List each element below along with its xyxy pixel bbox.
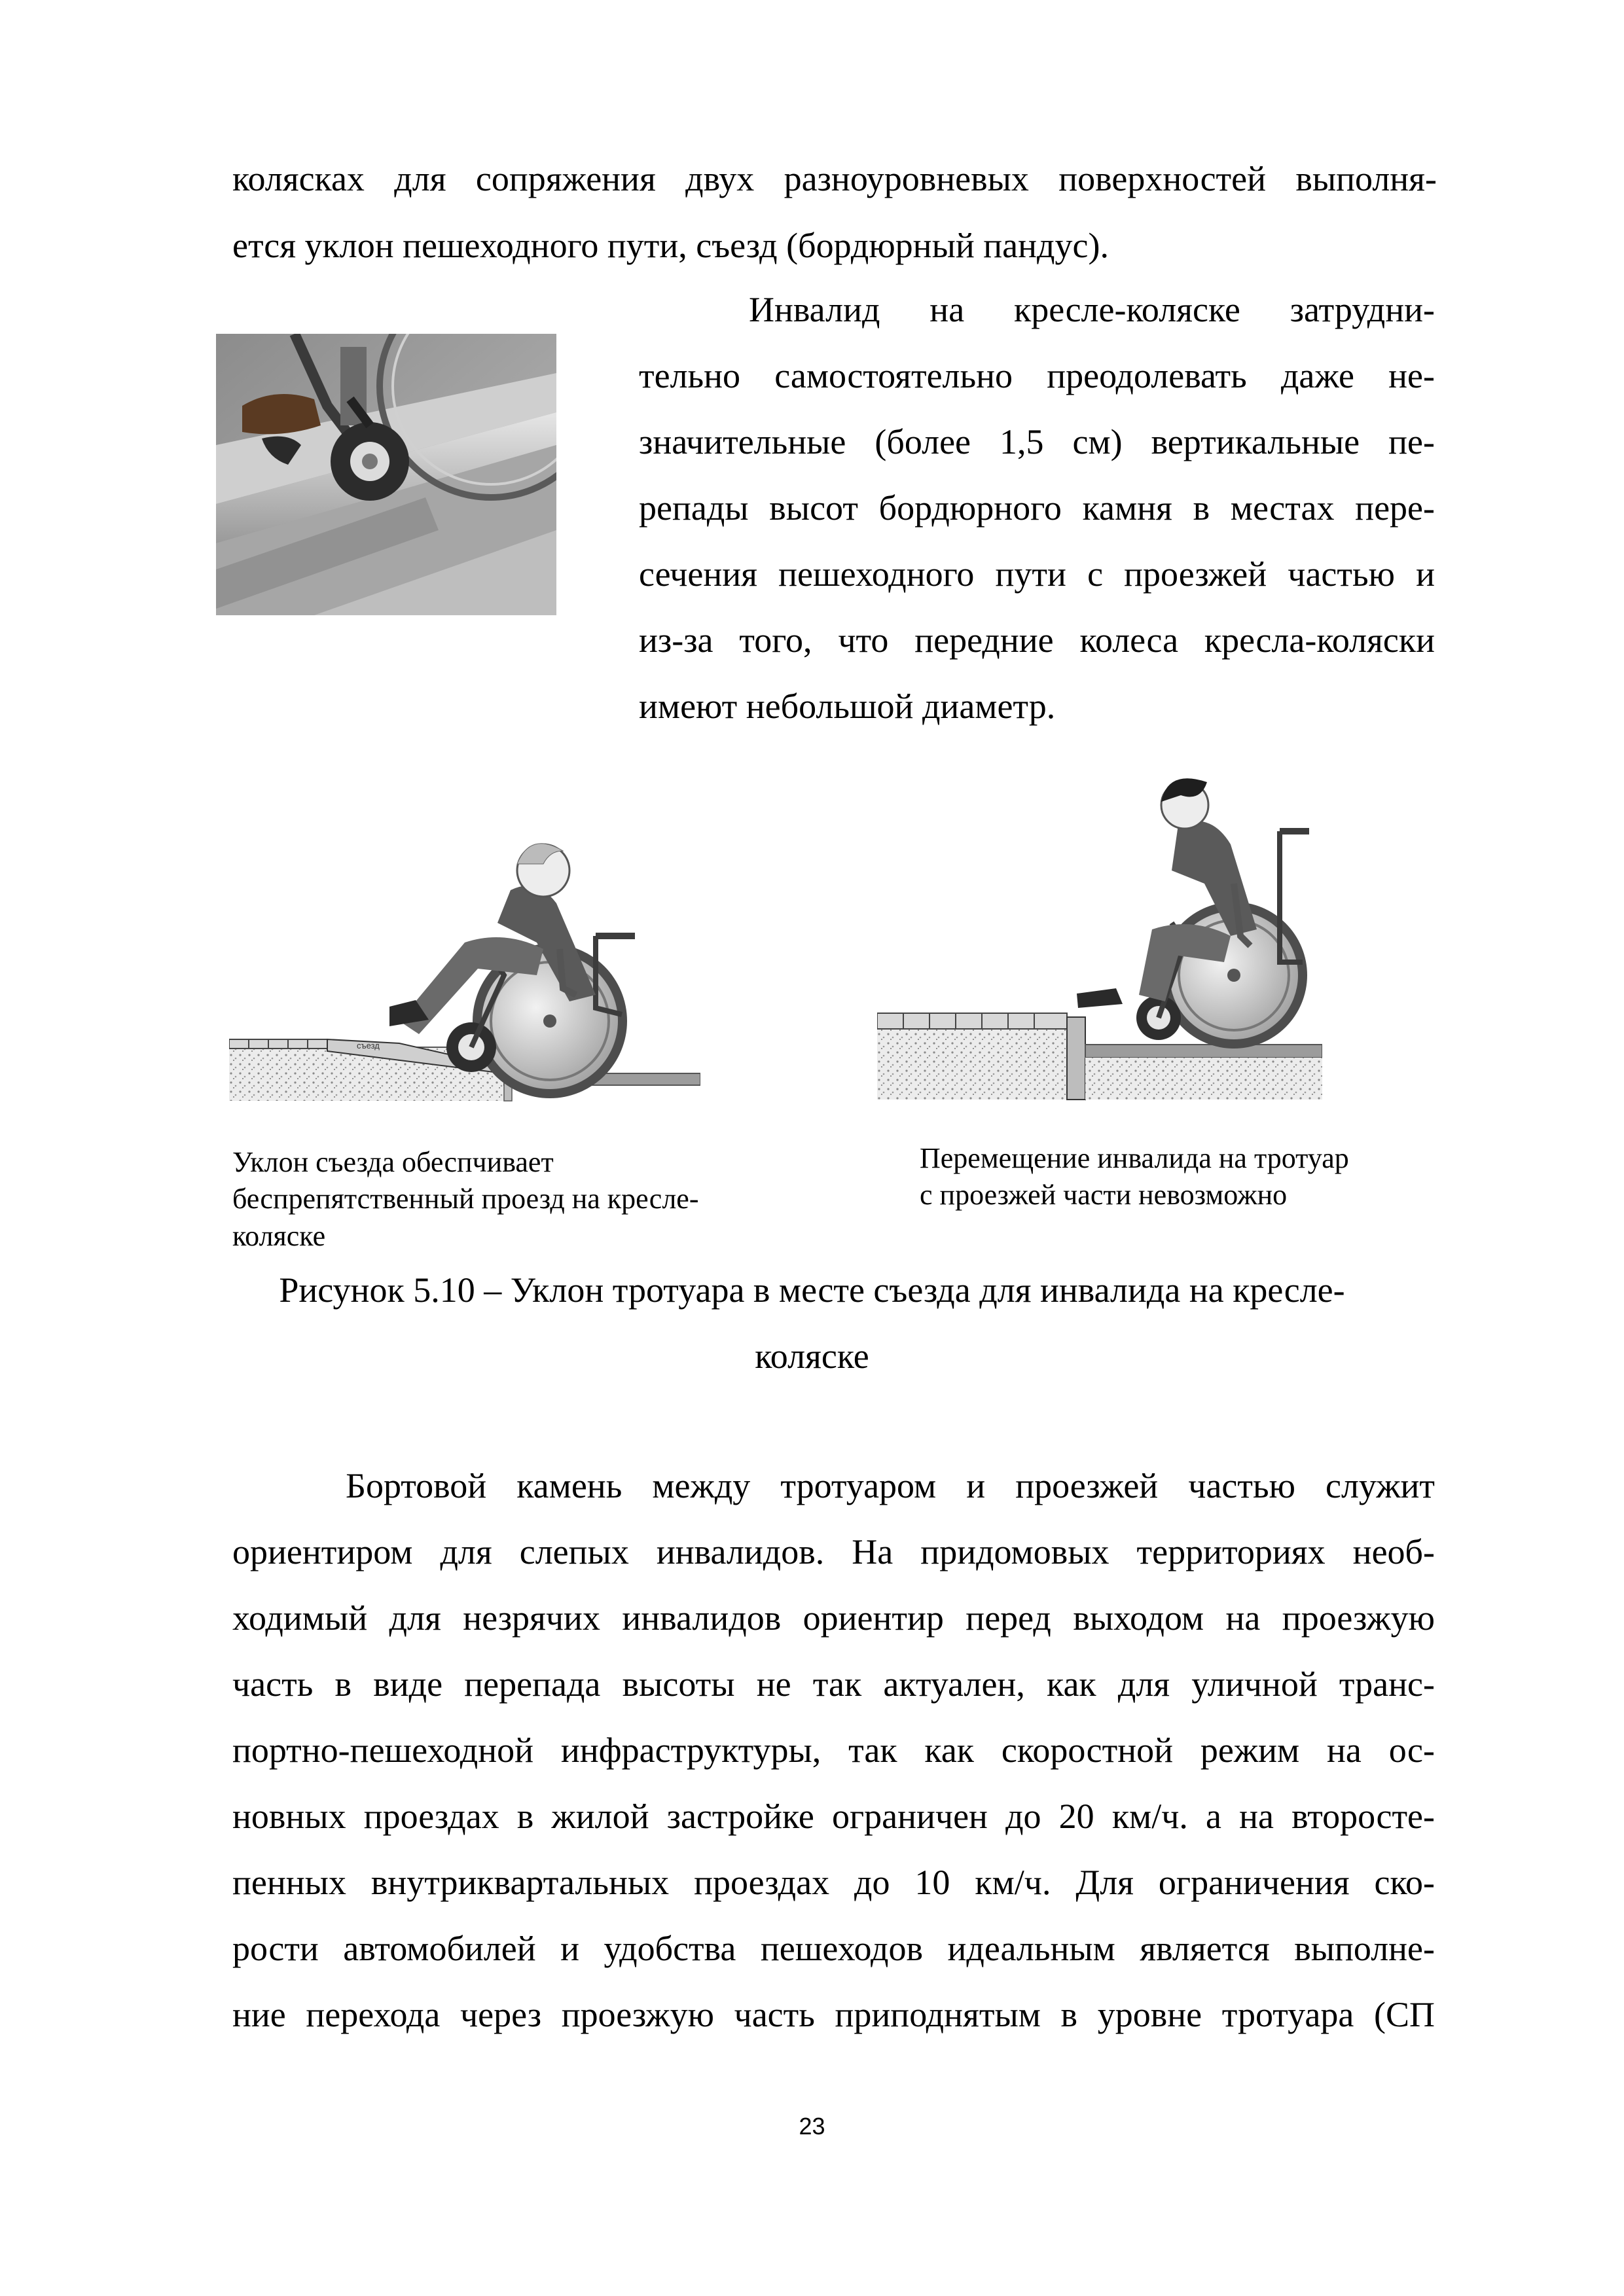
body-line-5: портно-пешеходной инфраструктуры, так как скоростной режим на ос- — [232, 1731, 1435, 1770]
right-caption-line-1: Перемещение инвалида на тротуар — [920, 1142, 1349, 1174]
side-line-6: из-за того, что передние колеса кресла-коляски — [639, 620, 1435, 660]
side-line-1: Инвалид на кресле-коляске затрудни- — [749, 290, 1435, 329]
figure-title-line-1: Рисунок 5.10 – Уклон тротуара в месте съезда для инвалида на кресле- — [279, 1270, 1345, 1310]
body-line-3: ходимый для незрячих инвалидов ориентир перед выходом на проезжую — [232, 1598, 1435, 1638]
figure-title-line-2: коляске — [755, 1336, 869, 1376]
body-line-6: новных проездах в жилой застройке ограничен до 20 км/ч. а на второсте- — [232, 1797, 1435, 1836]
body-line-7: пенных внутриквартальных проездах до 10 км/ч. Для ограничения ско- — [232, 1863, 1435, 1902]
ramp-label: съезд — [357, 1041, 380, 1050]
body-line-1: Бортовой камень между тротуаром и проезжей частью служит — [346, 1466, 1435, 1505]
left-figure-caption — [232, 1144, 698, 1255]
left-caption-line-1: Уклон съезда обеспчивает — [232, 1146, 554, 1178]
left-caption-line-2: беспрепятственный проезд на кресле- — [232, 1183, 699, 1215]
curb-illustration — [877, 766, 1322, 1106]
right-caption-line-2: с проезжей части невозможно — [920, 1179, 1288, 1211]
intro-line-1: колясках для сопряжения двух разноуровневых поверхностей выполня- — [232, 159, 1437, 198]
side-line-2: тельно самостоятельно преодолевать даже не- — [639, 356, 1435, 395]
left-caption-line-3: коляске — [232, 1219, 326, 1252]
body-line-2: ориентиром для слепых инвалидов. На придомовых территориях необ- — [232, 1532, 1435, 1571]
page-number: 23 — [799, 2113, 825, 2140]
side-line-5: сечения пешеходного пути с проезжей частью и — [639, 554, 1435, 594]
right-figure-caption — [920, 1140, 1349, 1214]
body-line-9: ние перехода через проезжую часть приподнятым в уровне тротуара (СП — [232, 1995, 1435, 2034]
side-line-4: репады высот бордюрного камня в местах пере- — [639, 488, 1435, 528]
intro-line-2: ется уклон пешеходного пути, съезд (бордюрный пандус). — [232, 226, 1109, 265]
side-line-3: значительные (более 1,5 см) вертикальные пе- — [639, 422, 1435, 461]
body-line-8: рости автомобилей и удобства пешеходов идеальным является выполне- — [232, 1929, 1435, 1968]
ramp-illustration — [229, 759, 700, 1113]
side-line-7: имеют небольшой диаметр. — [639, 687, 1056, 726]
wheelchair-curb-photo — [216, 334, 556, 615]
body-line-4: часть в виде перепада высоты не так актуален, как для уличной транс- — [232, 1664, 1435, 1704]
